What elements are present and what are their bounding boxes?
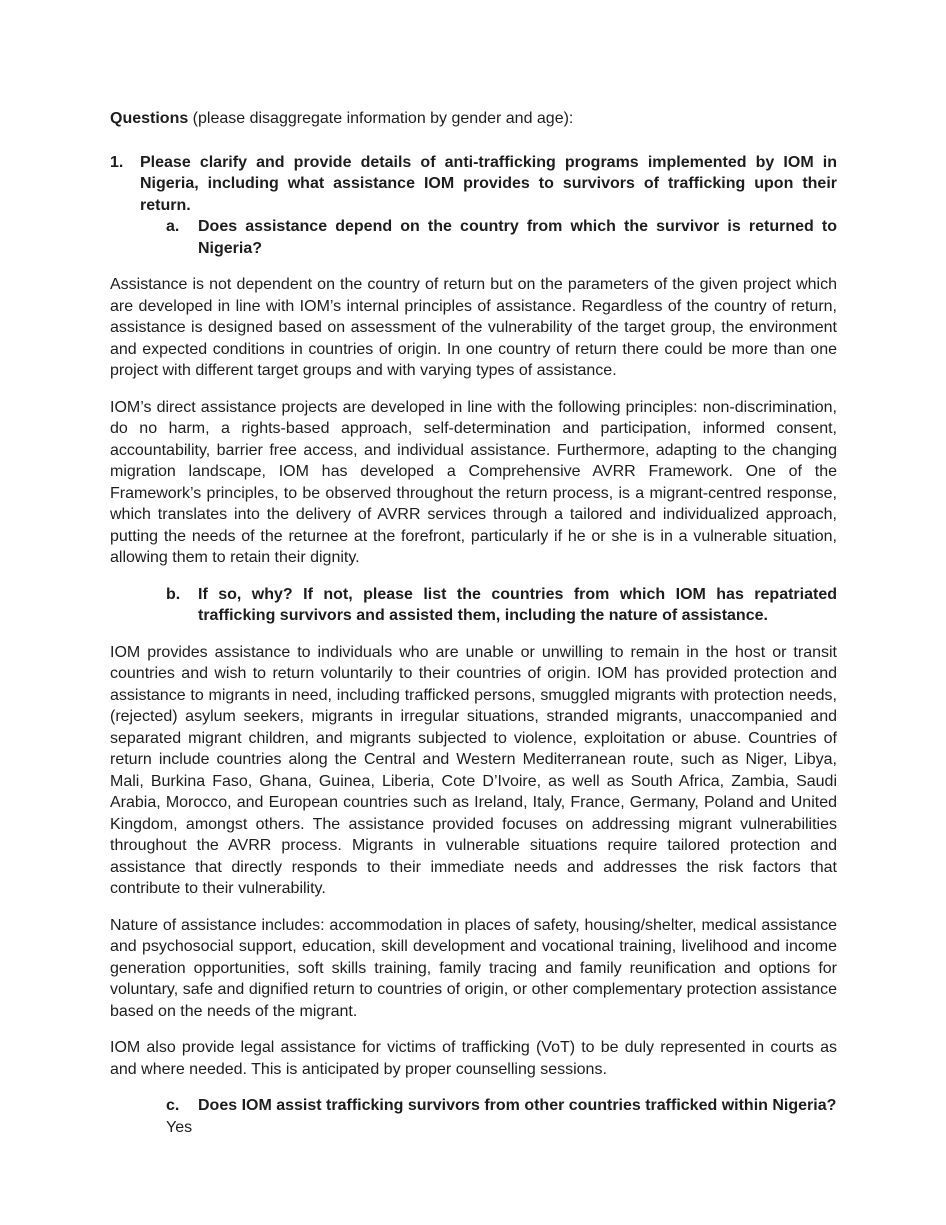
answer-paragraph-3: IOM provides assistance to individuals who are unable or unwilling to remain in the host or transit countries and wish to return voluntarily to their countries of origin. IOM has provided protection and assistance to migrants in need, including trafficked persons, smuggled migrants with protection needs, (rejected) asylum seekers, migrants in irregular situations, stranded migrants, unaccompanied and separated migrant children, and migrants subjected to violence, exploitation or abuse. Countries of return include countries along the Central and Western Mediterranean route, such as Niger, Libya, Mali, Burkina Faso, Ghana, Guinea, Liberia, Cote D’Ivoire, as well as South Africa, Zambia, Saudi Arabia, Morocco, and European countries such as Ireland, Italy, France, Germany, Poland and United Kingdom, amongst others. The assistance provided focuses on addressing migrant vulnerabilities throughout the AVRR process. Migrants in vulnerable situations require tailored protection and assistance that directly responds to their immediate needs and addresses the risk factors that contribute to their vulnerability. <box>110 643 837 897</box>
question-1-text: Please clarify and provide details of anti-trafficking programs implemented by IOM in Nigeria, including what assistance IOM provides to survivors of trafficking upon their return. <box>140 153 837 214</box>
sub-question-c <box>166 1095 837 1117</box>
sub-question-c-text: Does IOM assist trafficking survivors from other countries trafficked within Nigeria? <box>198 1097 837 1114</box>
questions-header-label: Questions <box>110 110 189 127</box>
sub-question-b-text: If so, why? If not, please list the countries from which IOM has repatriated trafficking survivors and assisted them, including the nature of assistance. <box>198 585 837 624</box>
sub-question-b <box>166 584 837 627</box>
answer-paragraph-5: IOM also provide legal assistance for victims of trafficking (VoT) to be duly represented in courts as and where needed. This is anticipated by proper counselling sessions. <box>110 1039 837 1078</box>
answer-paragraph-1: Assistance is not dependent on the country of return but on the parameters of the given project which are developed in line with IOM’s internal principles of assistance. Regardless of the country of return, assistance is designed based on assessment of the vulnerability of the target group, the environment and expected conditions in countries of origin. In one country of return there could be more than one project with different target groups and with varying types of assistance. <box>110 276 837 379</box>
sub-question-a-text: Does assistance depend on the country from which the survivor is returned to Nigeria? <box>198 218 837 257</box>
question-1-number: 1. <box>110 153 124 171</box>
sub-question-a <box>166 216 837 259</box>
sub-question-a-letter: a. <box>166 218 180 235</box>
question-1 <box>110 152 837 217</box>
questions-header-subtitle: (please disaggregate information by gender and age): <box>188 110 574 127</box>
sub-question-b-letter: b. <box>166 585 181 603</box>
questions-header <box>110 108 837 130</box>
sub-question-c-letter: c. <box>166 1097 180 1114</box>
document-content <box>110 108 837 1138</box>
answer-paragraph-4: Nature of assistance includes: accommodation in places of safety, housing/shelter, medical assistance and psychosocial support, education, skill development and vocational training, livelihood and income generation opportunities, soft skills training, family tracing and family reunification and options for voluntary, safe and dignified return to countries of origin, or other complementary protection assistance based on the needs of the migrant. <box>110 916 837 1020</box>
answer-c: Yes <box>166 1118 193 1136</box>
answer-paragraph-2: IOM’s direct assistance projects are developed in line with the following principles: non-discrimination, do no harm, a rights-based approach, self-determination and participation, informed consent, accountability, barrier free access, and individual assistance. Furthermore, adapting to the changing migration landscape, IOM has developed a Comprehensive AVRR Framework. One of the Framework’s principles, to be observed throughout the return process, is a migrant-centred response, which translates into the delivery of AVRR services through a tailored and individualized approach, putting the needs of the returnee at the forefront, particularly if he or she is in a vulnerable situation, allowing them to retain their dignity. <box>110 398 837 566</box>
